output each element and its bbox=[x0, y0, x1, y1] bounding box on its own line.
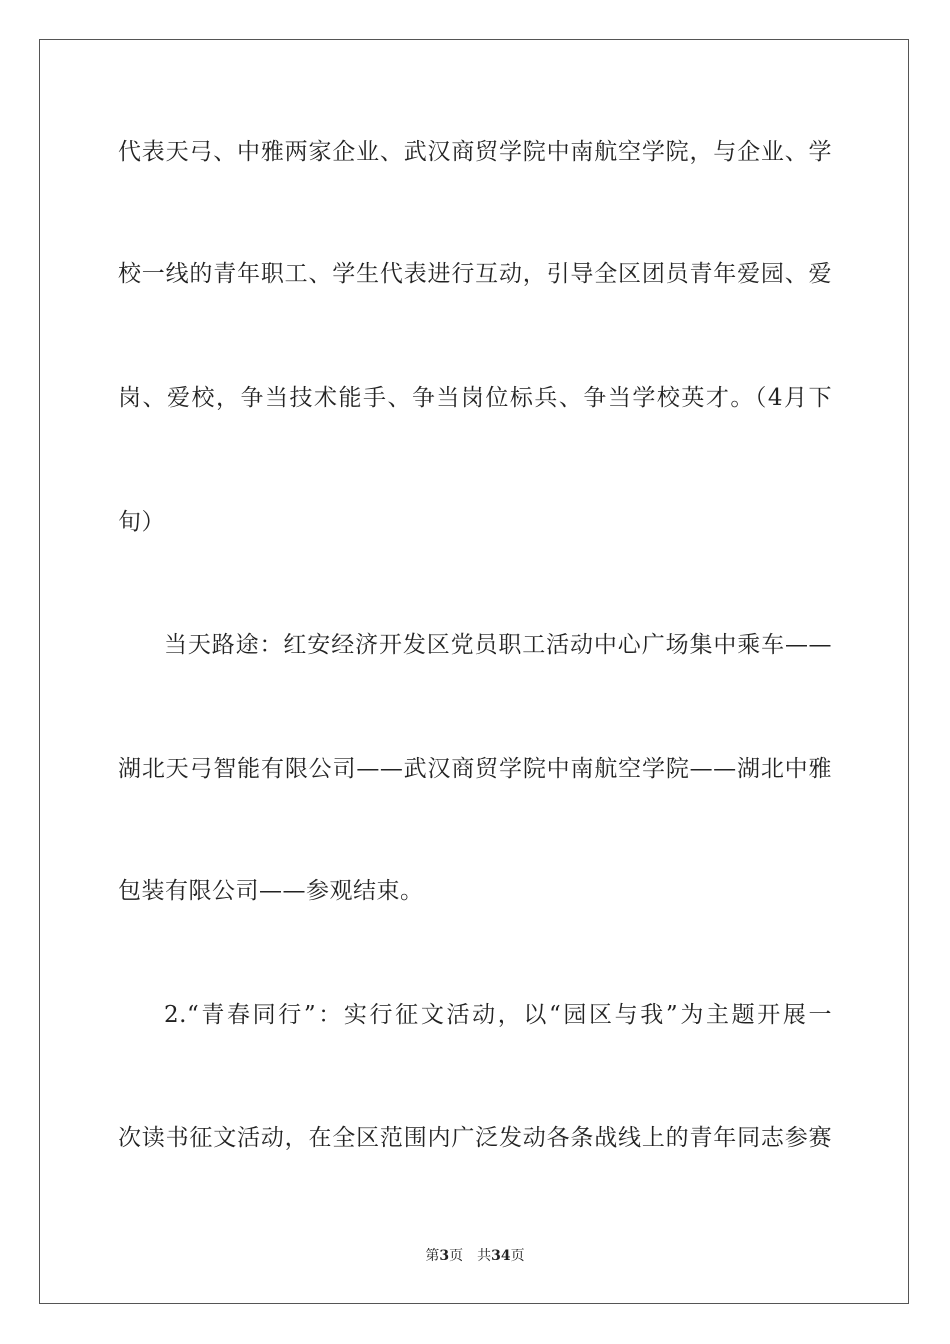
page-border bbox=[39, 39, 909, 1304]
footer-page-prefix: 第 bbox=[425, 1248, 440, 1264]
footer-total-suffix: 页 bbox=[510, 1248, 525, 1264]
footer-total-prefix: 共 bbox=[477, 1248, 492, 1264]
body-line-1: 代表天弓、中雅两家企业、武汉商贸学院中南航空学院，与企业、学 bbox=[118, 139, 832, 165]
body-line-8: 2.“青春同行”：实行征文活动，以“园区与我”为主题开展一 bbox=[164, 1002, 832, 1028]
body-line-2: 校一线的青年职工、学生代表进行互动，引导全区团员青年爱园、爱 bbox=[118, 261, 832, 287]
page-footer bbox=[0, 1247, 950, 1265]
body-line-9: 次读书征文活动，在全区范围内广泛发动各条战线上的青年同志参赛 bbox=[118, 1125, 832, 1151]
body-line-4: 旬） bbox=[118, 509, 165, 535]
body-line-6: 湖北天弓智能有限公司——武汉商贸学院中南航空学院——湖北中雅 bbox=[118, 756, 832, 782]
body-line-5: 当天路途：红安经济开发区党员职工活动中心广场集中乘车—— bbox=[164, 632, 832, 658]
footer-page-number: 3 bbox=[439, 1248, 450, 1264]
footer-page-suffix: 页 bbox=[449, 1248, 464, 1264]
footer-total-pages: 34 bbox=[491, 1248, 511, 1264]
body-line-3: 岗、爱校，争当技术能手、争当岗位标兵、争当学校英才。（4月下 bbox=[118, 385, 832, 411]
body-line-7: 包装有限公司——参观结束。 bbox=[118, 878, 424, 904]
